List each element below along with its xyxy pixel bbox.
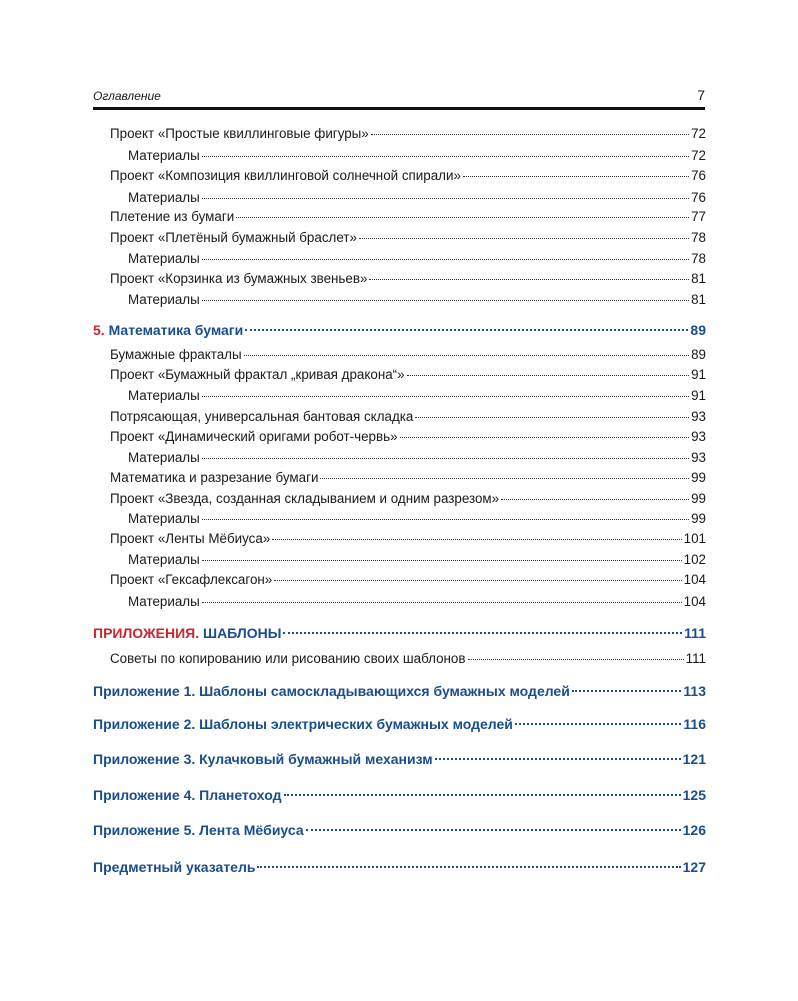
toc-entry-label: Материалы — [128, 251, 200, 266]
toc-entry-page: 102 — [683, 552, 706, 567]
toc-entry-page: 116 — [683, 716, 706, 732]
toc-entry-page: 93 — [691, 409, 706, 424]
toc-entry-title — [110, 531, 270, 546]
toc-entry-label: Проект «Ленты Мёбиуса» — [110, 531, 271, 546]
toc-entry-label: ШАБЛОНЫ — [203, 625, 282, 641]
toc-entry-page: 77 — [691, 209, 706, 224]
toc-entry-page: 91 — [691, 388, 706, 403]
toc-entry-label: Материалы — [128, 594, 200, 609]
toc-entry — [93, 322, 706, 338]
toc-entry-page: 126 — [682, 822, 706, 838]
dot-leader — [202, 560, 682, 561]
dot-leader — [272, 539, 681, 540]
toc-entry — [110, 491, 706, 506]
toc-entry-title — [110, 651, 466, 666]
toc-entry-label: Советы по копированию или рисованию своих шаблонов — [110, 651, 466, 666]
toc-entry-label: Материалы — [128, 511, 200, 526]
toc-entry-page: 111 — [685, 651, 706, 666]
toc-entry-page: 99 — [691, 470, 706, 485]
dot-leader — [202, 259, 689, 260]
toc-entry-number: 5. — [93, 322, 105, 338]
toc-entry — [110, 429, 706, 444]
toc-entry — [93, 822, 706, 838]
dot-leader — [501, 499, 689, 500]
toc-entry-title — [93, 625, 281, 641]
toc-entry — [110, 271, 706, 286]
toc-entry-label: Математика бумаги — [108, 322, 244, 338]
toc-entry-label: Приложение 5. Лента Мёбиуса — [93, 822, 304, 838]
toc-entry — [93, 625, 706, 641]
toc-entry-label: Предметный указатель — [93, 859, 256, 875]
dot-leader — [202, 156, 689, 157]
dot-leader — [202, 602, 682, 603]
toc-entry — [128, 450, 706, 465]
toc-entry-page: 127 — [682, 859, 706, 875]
toc-entry-title — [128, 450, 200, 465]
toc-entry — [110, 470, 706, 485]
dot-leader — [371, 134, 689, 135]
toc-entry-page: 81 — [691, 292, 706, 307]
toc-entry-page: 99 — [691, 511, 706, 526]
toc-entry-page: 91 — [691, 367, 706, 382]
toc-entry-title — [128, 190, 200, 205]
toc-entry-label: Приложение 3. Кулачковый бумажный механизм — [93, 751, 433, 767]
dot-leader — [244, 355, 689, 356]
toc-entry-title — [110, 409, 413, 424]
toc-entry-label: Проект «Плетёный бумажный браслет» — [110, 230, 357, 245]
dot-leader — [284, 794, 681, 796]
dot-leader — [515, 723, 682, 725]
toc-entry-label: Проект «Звезда, созданная складыванием и одним разрезом» — [110, 491, 500, 506]
toc-entry — [93, 859, 706, 875]
toc-entry-title — [110, 429, 398, 444]
toc-entry-label: Бумажные фракталы — [110, 347, 242, 362]
dot-leader — [463, 176, 689, 177]
page-number: 7 — [697, 87, 705, 103]
toc-entry-page: 121 — [682, 751, 706, 767]
toc-entry-title — [93, 859, 255, 875]
dot-leader — [202, 300, 689, 301]
toc-entry-title — [110, 491, 499, 506]
toc-entry-page: 111 — [684, 625, 706, 641]
toc-entry-title — [93, 683, 570, 699]
dot-leader — [257, 866, 680, 868]
toc-entry — [110, 168, 706, 183]
toc-entry-page: 93 — [691, 429, 706, 444]
dot-leader — [369, 279, 689, 280]
toc-entry-title — [128, 148, 200, 163]
toc-entry — [128, 148, 706, 163]
toc-entry-label: Потрясающая, универсальная бантовая складка — [110, 409, 414, 424]
toc-entry-page: 81 — [691, 271, 706, 286]
toc-entry — [128, 552, 706, 567]
toc-entry — [110, 126, 706, 141]
toc-entry-title — [110, 230, 357, 245]
toc-entry-page: 78 — [691, 251, 706, 266]
dot-leader — [236, 217, 689, 218]
toc-entry — [110, 230, 706, 245]
toc-entry-title — [128, 552, 200, 567]
page-header — [93, 87, 705, 110]
dot-leader — [202, 519, 689, 520]
toc-entry-label: Проект «Простые квиллинговые фигуры» — [110, 126, 369, 141]
toc-entry-title — [110, 470, 318, 485]
toc-entry-page: 89 — [690, 322, 706, 338]
toc-entry-page: 104 — [683, 594, 706, 609]
toc-entry-title — [110, 126, 369, 141]
toc-entry-title — [110, 271, 367, 286]
toc-entry-page: 72 — [691, 126, 706, 141]
dot-leader — [400, 437, 690, 438]
toc-entry — [128, 594, 706, 609]
toc-entry — [128, 511, 706, 526]
dot-leader — [320, 478, 689, 479]
dot-leader — [202, 198, 689, 199]
toc-entry-label: Проект «Композиция квиллинговой солнечной спирали» — [110, 168, 461, 183]
toc-entry-page: 76 — [691, 168, 706, 183]
toc-entry-page: 104 — [683, 572, 706, 587]
toc-entry — [93, 683, 706, 699]
toc-entry-title — [93, 322, 243, 338]
toc-entry — [93, 751, 706, 767]
toc-entry — [110, 409, 706, 424]
dot-leader — [274, 580, 681, 581]
toc-entry-page: 99 — [691, 491, 706, 506]
toc-entry-label: Материалы — [128, 450, 200, 465]
toc-entry-page: 76 — [691, 190, 706, 205]
toc-entry-label: Приложение 4. Планетоход — [93, 787, 282, 803]
toc-entry-title — [110, 168, 461, 183]
toc-entry-label: Математика и разрезание бумаги — [110, 470, 319, 485]
toc-entry-label: Материалы — [128, 190, 200, 205]
toc-entry — [128, 190, 706, 205]
toc-entry-label: Проект «Корзинка из бумажных звеньев» — [110, 271, 368, 286]
dot-leader — [359, 238, 689, 239]
dot-leader — [202, 458, 689, 459]
toc-entry-page: 89 — [691, 347, 706, 362]
toc-entry-label: Проект «Бумажный фрактал „кривая дракона“» — [110, 367, 405, 382]
toc-entry — [93, 716, 706, 732]
toc-entry-label: Приложение 2. Шаблоны электрических бумажных моделей — [93, 716, 513, 732]
toc-entry-page: 101 — [683, 531, 706, 546]
toc-entry — [128, 292, 706, 307]
toc-entry-title — [110, 347, 242, 362]
toc-entry — [110, 209, 706, 224]
toc-entry-label: Материалы — [128, 292, 200, 307]
dot-leader — [468, 659, 684, 660]
dot-leader — [202, 396, 689, 397]
toc-entry-title — [93, 716, 513, 732]
toc-entry-label: Приложение 1. Шаблоны самоскладывающихся бумажных моделей — [93, 683, 570, 699]
toc-entry-number: ПРИЛОЖЕНИЯ. — [93, 625, 200, 641]
toc-entry-title — [93, 751, 433, 767]
toc-entry-label: Материалы — [128, 388, 200, 403]
toc-entry-title — [110, 572, 272, 587]
toc-entry — [128, 388, 706, 403]
dot-leader — [306, 829, 681, 831]
toc-entry-page: 113 — [683, 683, 706, 699]
toc-entry-title — [128, 511, 200, 526]
dot-leader — [415, 417, 689, 418]
toc-entry-title — [93, 787, 282, 803]
dot-leader — [407, 375, 690, 376]
dot-leader — [283, 632, 682, 634]
toc-entry — [110, 347, 706, 362]
toc-entry-title — [128, 594, 200, 609]
toc-entry — [110, 651, 706, 666]
toc-entry-title — [128, 251, 200, 266]
toc-entry-page: 93 — [691, 450, 706, 465]
toc-entry — [128, 251, 706, 266]
toc-entry — [110, 572, 706, 587]
toc-entry-label: Проект «Динамический оригами робот-червь» — [110, 429, 398, 444]
toc-entry-label: Материалы — [128, 552, 200, 567]
toc-entry-title — [110, 367, 405, 382]
toc-entry-page: 72 — [691, 148, 706, 163]
toc-entry-page: 78 — [691, 230, 706, 245]
running-title: Оглавление — [93, 89, 161, 103]
toc-entry-title — [110, 209, 234, 224]
toc-entry-label: Проект «Гексафлексагон» — [110, 572, 273, 587]
toc-entry — [110, 367, 706, 382]
dot-leader — [435, 758, 681, 760]
toc-entry-title — [93, 822, 304, 838]
toc-entry-title — [128, 388, 200, 403]
toc-entry-page: 125 — [682, 787, 706, 803]
dot-leader — [572, 690, 682, 692]
toc-entry-label: Материалы — [128, 148, 200, 163]
toc-entry — [110, 531, 706, 546]
toc-entry-title — [128, 292, 200, 307]
toc-entry-label: Плетение из бумаги — [110, 209, 235, 224]
dot-leader — [245, 329, 688, 331]
toc-entry — [93, 787, 706, 803]
